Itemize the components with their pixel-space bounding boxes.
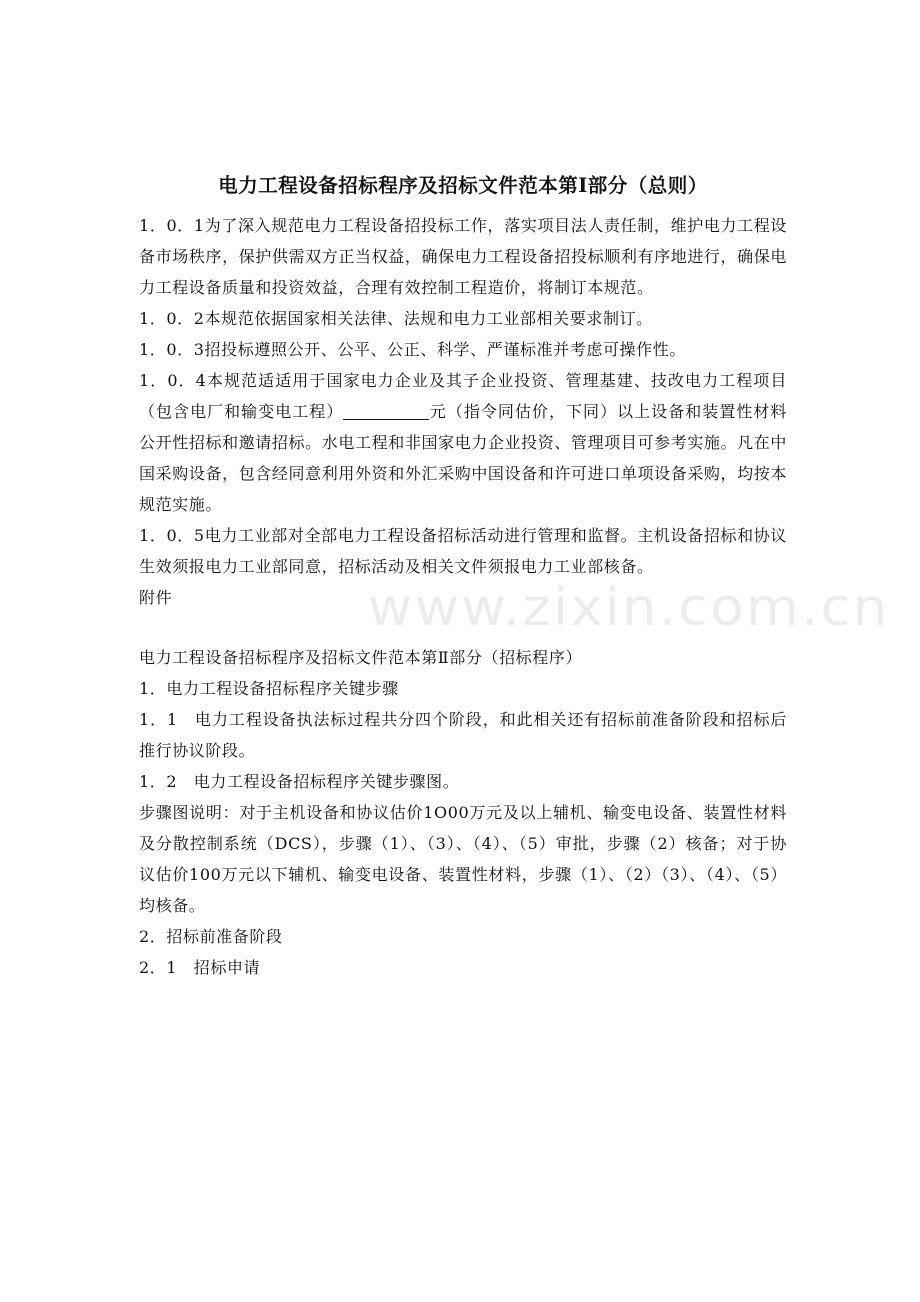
paragraph-1-0-5: 1．0．5电力工业部对全部电力工程设备招标活动进行管理和监督。主机设备招标和协议生效须报电力工业部同意，招标活动及相关文件须报电力工业部核备。 [139,526,787,576]
part-2-title: 电力工程设备招标程序及招标文件范本第Ⅱ部分（招标程序） [139,648,583,667]
paragraph-1-0-4 [139,365,787,520]
watermark: www.zixin.com.cn [367,578,890,638]
paragraph-1-0-3: 1．0．3招投标遵照公开、公平、公正、科学、严谨标准并考虑可操作性。 [139,340,686,359]
step-diagram-note: 步骤图说明：对于主机设备和协议估价1O00万元及以上辅机、输变电设备、装置性材料及分散控制系统（DCS），步骤（1）、（3）、（4）、（5）审批，步骤（2）核备；对于协议估价100万元以下辅机、输变电设备、装置性材料，步骤（1）、（2）（3）、（4）、（5）均核备。 [139,803,787,915]
paragraph-1-0-4-part-a: 1．0．4本规范适适用于国家电力企业及其子企业投资、管理基建、技改电力工程项目（包含电厂和输变电工程） [139,371,787,421]
section-1-heading: 1．电力工程设备招标程序关键步骤 [139,679,399,698]
paragraph-1-0-4-part-b: 元（指令同估价，下同）以上设备和装置性材料公开性招标和邀请招标。水电工程和非国家电力企业投资、管理项目可参考实施。凡在中国采购设备，包含经同意利用外资和外汇采购中国设备和许可进口单项设备采购，均按本规范实施。 [139,402,787,514]
fill-in-blank [343,401,429,420]
document-body [139,166,787,983]
section-2-1-heading: 2．1 招标申请 [139,958,261,977]
attachment-label: 附件 [139,588,173,607]
paragraph-1-1: 1．1 电力工程设备执法标过程共分四个阶段，和此相关还有招标前准备阶段和招标后推行协议阶段。 [139,710,787,760]
document-title: 电力工程设备招标程序及招标文件范本第Ⅰ部分（总则） [218,174,708,197]
paragraph-1-2: 1．2 电力工程设备招标程序关键步骤图。 [139,772,460,791]
paragraph-1-0-2: 1．0．2本规范依据国家相关法律、法规和电力工业部相关要求制订。 [139,309,653,328]
paragraph-1-0-1: 1．0．1为了深入规范电力工程设备招投标工作，落实项目法人责任制，维护电力工程设备市场秩序，保护供需双方正当权益，确保电力工程设备招投标顺利有序地进行，确保电力工程设备质量和投资效益，合理有效控制工程造价，将制订本规范。 [139,216,787,297]
blank-line [139,613,787,642]
section-2-heading: 2．招标前准备阶段 [139,927,283,946]
